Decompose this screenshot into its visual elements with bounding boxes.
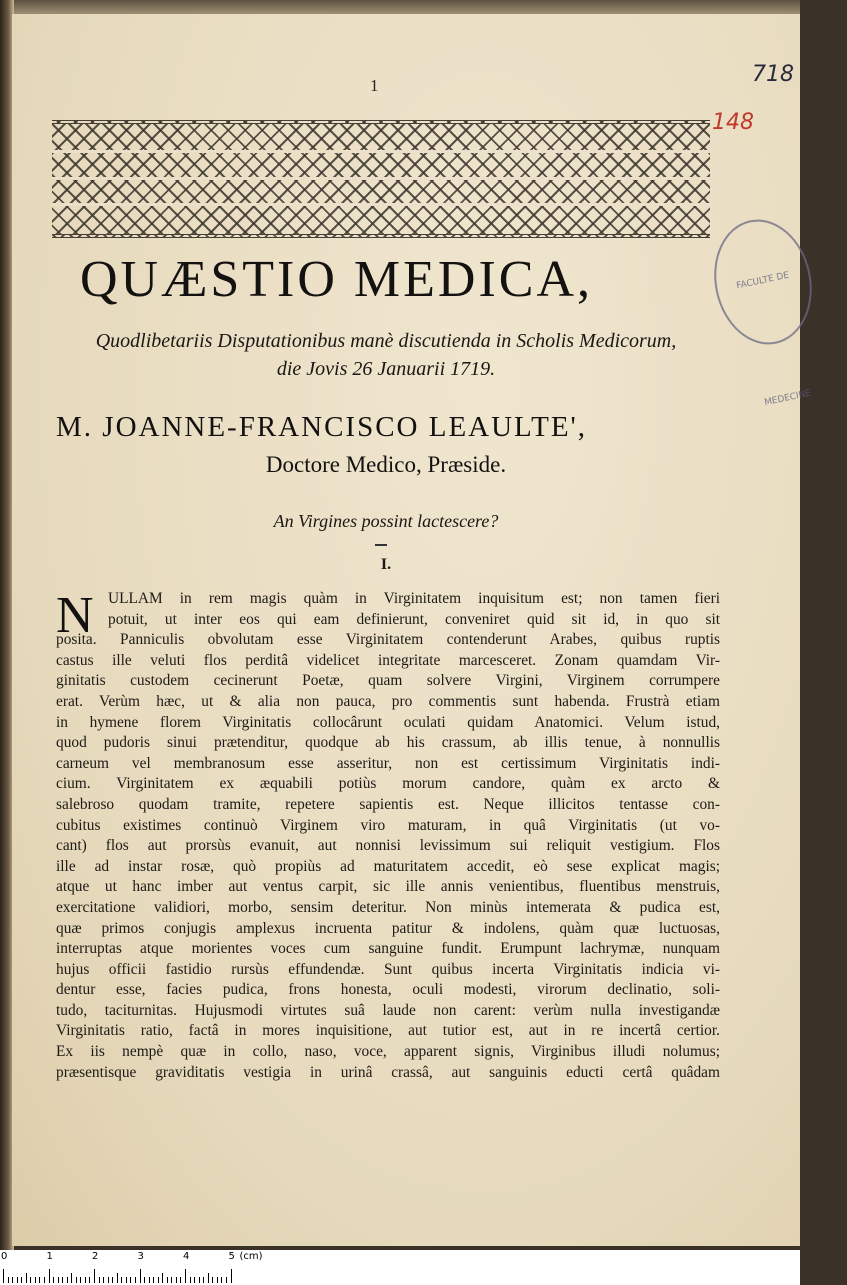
ruler-tick [203,1277,204,1283]
ruler-tick [167,1277,168,1283]
ruler-tick [35,1277,36,1283]
document-title: QUÆSTIO MEDICA, [80,251,593,308]
ruler-unit: (cm) [239,1251,263,1262]
ruler-tick [30,1277,31,1283]
text-line: salebroso quodam tramite, repetere sapientis est. Neque illicitos tentasse con- [56,795,720,813]
ruler-tick [140,1269,141,1283]
ruler-tick [208,1273,209,1283]
ruler-tick [80,1277,81,1283]
text-line: hujus officii fastidio rursùs effundendæ. Sunt quibus incerta Virginitatis indicia vi- [56,960,720,978]
ruler-tick [117,1273,118,1283]
ruler-tick [17,1277,18,1283]
ruler-tick [231,1269,232,1283]
ruler-tick [130,1277,131,1283]
ruler-tick [99,1277,100,1283]
ruler-tick [185,1269,186,1283]
text-line: Virginitatis ratio, factâ in mores inquisitione, aut tutior est, aut in re incertâ certior. [56,1022,720,1040]
text-line: carneum vel membranosum esse asseritur, non est certissimum Virginitatis indi- [56,754,720,772]
ruler-tick [39,1277,40,1283]
ruler-tick [126,1277,127,1283]
ruler-tick [12,1277,13,1283]
ruler-tick [194,1277,195,1283]
ruler-tick [89,1277,90,1283]
praeses-role: Doctore Medico, Præside. [265,452,507,477]
ruler-tick [171,1277,172,1283]
handwritten-number: 718 [752,62,794,87]
ruler-tick [44,1277,45,1283]
ruler-tick [217,1277,218,1283]
text-line: quæ primos conjugis amplexus incruenta patitur & indolens, quàm quæ luctuosas, [56,919,720,937]
text-line: tudo, taciturnitas. Hujusmodi virtutes suâ laude non carent: verùm nulla investigandæ [56,1001,720,1019]
text-line: potuit, ut inter eos qui eam definierunt, conveniret quid sit id, in quo sit [108,610,720,628]
ruler-tick [53,1277,54,1283]
text-line: cant) flos aut prorsùs evanuit, aut nonnisi levissimum sui reliquit vestigium. Flos [56,837,720,855]
text-line: erat. Verùm hæc, ut & alia non pauca, pro commentis sunt habenda. Frustrà etiam [56,692,720,710]
ruler-tick [149,1277,150,1283]
ruler-tick [58,1277,59,1283]
document-subtitle [56,327,716,383]
ruler-tick [144,1277,145,1283]
ruler-tick [85,1277,86,1283]
text-line: interruptas atque morientes voces cum sanguine fundit. Erumpunt lachrymæ, nunquam [56,940,720,958]
text-line: Ex iis nempè quæ in collo, naso, voce, apparent signis, Virginibus illudi nolumus; [56,1043,720,1061]
text-line: ille ad instar rosæ, quò propiùs ad maturitatem accedit, eò sese explicat magis; [56,857,720,875]
ruler-label: 3 [137,1251,144,1262]
ruler-label: 0 [1,1251,8,1262]
ruler-tick [76,1277,77,1283]
praeses-name: M. JOANNE-FRANCISCO LEAULTE', [56,411,588,443]
subtitle-line-2: die Jovis 26 Januarii 1719. [276,358,496,380]
handwritten-number-red: 148 [712,110,754,135]
text-line: cium. Virginitatem ex æquabili potiùs morum candore, quàm ex arcto & [56,775,720,793]
ruler-tick [8,1277,9,1283]
ruler-tick [226,1277,227,1283]
ruler-tick [176,1277,177,1283]
body-text [56,589,720,1083]
ruler-label: 4 [183,1251,190,1262]
ruler-tick [21,1277,22,1283]
ruler-background [236,1250,800,1285]
text-line: præsentisque graviditatis vestigia in urinâ crassâ, aut sanguinis educti certâ quâdam [56,1063,720,1081]
ruler-tick [94,1269,95,1283]
scale-ruler [0,1250,263,1285]
ruler-tick [221,1277,222,1283]
ruler-tick [49,1269,50,1283]
text-line: atque ut hanc imber aut ventus carpit, sic ille annis venientibus, fluentibus menstruis, [56,878,720,896]
ruler-tick [158,1277,159,1283]
text-line: quod pudoris sinui prætenditur, quodque ab his crassum, ab illis tenue, à nonnullis [56,734,720,752]
ruler-tick [135,1277,136,1283]
ruler-label: 1 [46,1251,53,1262]
thesis-question: An Virgines possint lactescere? [273,511,499,531]
text-line: dentur esse, facies pudica, frons honesta, oculi modesti, virorum declinatio, soli- [56,981,720,999]
text-line: exercitatione validiori, morbo, sensim deteritur. Non minùs intemerata & pudica est, [56,898,720,916]
ruler-tick [112,1277,113,1283]
text-line: castus ille veluti flos perditâ videlicet integritate marcesceret. Zonam quamdam Vir- [56,651,720,669]
drop-cap: N [56,587,94,644]
ruler-tick [3,1269,4,1283]
section-number: I. [380,556,392,573]
ruler-tick [103,1277,104,1283]
ruler-tick [212,1277,213,1283]
text-line: ginitatis custodem cecinerunt Poetæ, quam solvere Virgini, Virginem corrumpere [56,672,720,690]
subtitle-line-1: Quodlibetariis Disputationibus manè discutienda in Scholis Medicorum, [95,330,677,352]
ruler-tick [190,1277,191,1283]
ruler-tick [162,1273,163,1283]
ruler-tick [180,1277,181,1283]
text-line: ULLAM in rem magis quàm in Virginitatem inquisitum est; non tamen fieri [108,590,720,607]
text-line: in hymene florem Virginitatis collocârunt oculati quidam Anatomici. Velum istud, [56,713,720,731]
page-number: 1 [370,76,379,95]
ruler-tick [153,1277,154,1283]
text-line: posita. Panniculis obvolutam esse Virginitatem contenderunt Arabes, quibus ruptis [56,631,720,649]
ruler-tick [26,1273,27,1283]
ruler-label: 5 [228,1251,235,1262]
ruler-tick [108,1277,109,1283]
ruler-label: 2 [92,1251,99,1262]
ornamental-header-band [52,120,710,238]
ruler-tick [121,1277,122,1283]
ruler-tick [71,1273,72,1283]
divider-rule [375,544,387,546]
ruler-tick [199,1277,200,1283]
text-line: cubitus existimes continuò Virginem viro maturam, in quâ Virginitatis (ut vo- [56,816,720,834]
ruler-tick [67,1277,68,1283]
library-stamp: FACULTE DE MEDECINE [703,210,823,353]
ruler-tick [62,1277,63,1283]
document-page [12,14,812,1246]
